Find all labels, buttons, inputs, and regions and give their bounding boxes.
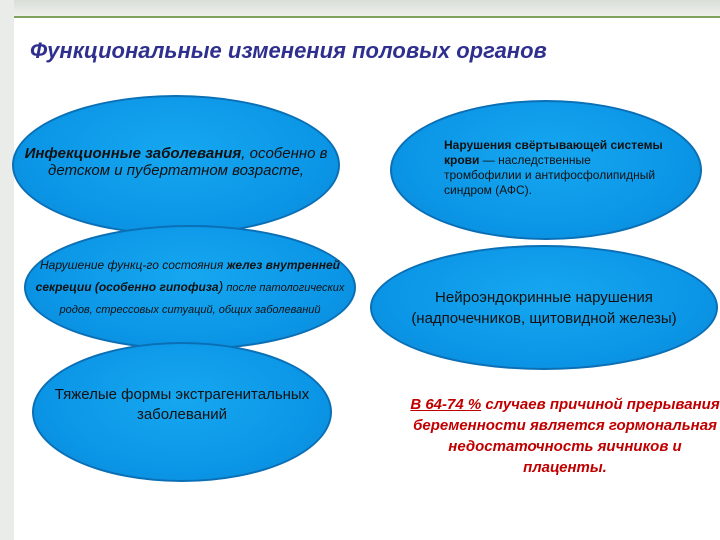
ellipse-extragenital: [32, 342, 332, 482]
coagulation-bold-text: Нарушения свёртывающей системы крови: [444, 138, 663, 167]
coagulation-rest-text: — наследственные тромбофилии и антифосфолипидный синдром (АФС).: [444, 153, 656, 197]
endocrine-paren: ): [218, 277, 224, 294]
ellipse-infections: [12, 95, 340, 235]
neuroendocrine-line-2: (надпочечников, щитовидной железы): [411, 309, 677, 327]
statistics-percent: В 64-74 %: [410, 396, 482, 413]
ellipse-extragenital-text: Тяжелые формы экстрагенитальных заболеваний: [54, 386, 310, 423]
ellipse-infections-text: [14, 145, 338, 179]
slide-title: Функциональные изменения половых органов: [30, 38, 547, 63]
ellipse-coagulation-text: [392, 138, 700, 198]
ellipse-endocrine-text: [26, 255, 354, 321]
ellipse-neuroendocrine: [370, 245, 718, 370]
top-accent-line: [14, 16, 720, 18]
neuroendocrine-line-1: Нейроэндокринные нарушения: [435, 288, 653, 306]
statistics-text: случаев причиной прерывания беременности является гормональная недостаточность яичников и плаценты.: [413, 396, 720, 476]
endocrine-bold-text: желез внутренней секреции (особенно гипофиза: [35, 257, 341, 294]
ellipse-coagulation: [390, 100, 702, 240]
ellipse-neuroendocrine-text: [411, 287, 676, 329]
endocrine-text-1: Нарушение функц-го состояния: [39, 257, 227, 272]
infections-bold-text: Инфекционные заболевания: [24, 145, 242, 162]
infections-rest-text: , особенно в детском и пубертатном возрасте,: [48, 145, 328, 179]
ellipse-endocrine: [24, 225, 356, 350]
top-decor-band: [14, 0, 720, 16]
left-decor-bar: [0, 0, 14, 540]
statistics-note: [410, 394, 720, 478]
endocrine-text-2: после патологических родов, стрессовых ситуаций, общих заболеваний: [59, 281, 345, 316]
